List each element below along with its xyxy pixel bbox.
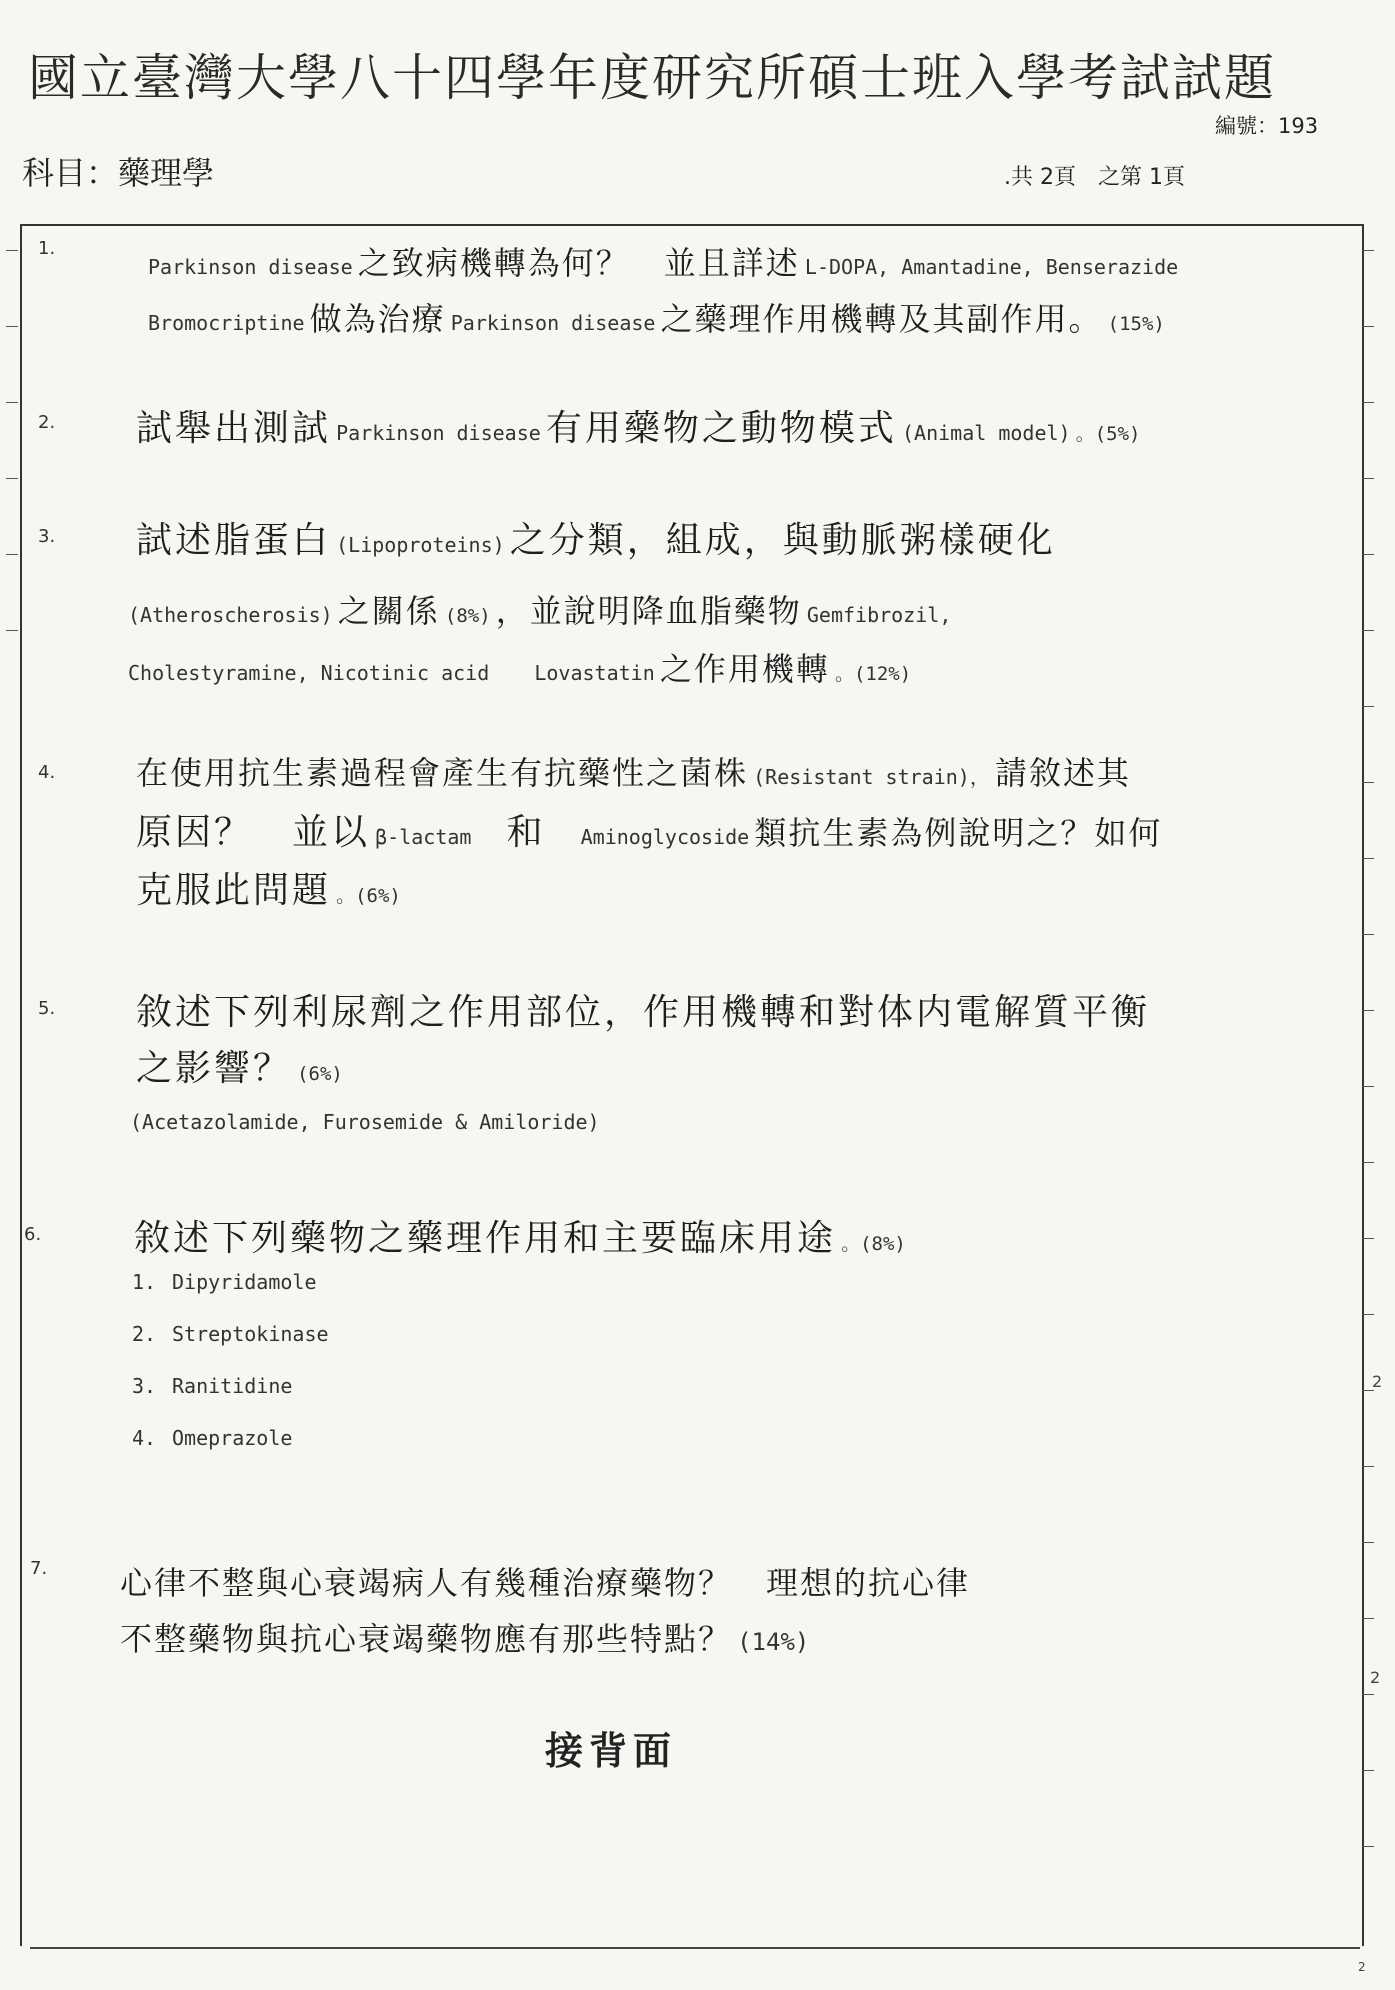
q4-text: Aminoglycoside (580, 825, 750, 849)
q3-score: 。(12%) (834, 663, 912, 685)
margin-tick (1362, 782, 1374, 783)
margin-tick (1362, 706, 1374, 707)
q4-text: 原因？ 並以 (136, 812, 371, 853)
margin-tick (1362, 1010, 1374, 1011)
q1-text: L-DOPA, Amantadine, Benserazide (804, 255, 1179, 279)
q4-text: β-lactam (375, 825, 472, 849)
question-number: 6. (24, 1224, 42, 1245)
list-item: 1. Dipyridamole (132, 1270, 317, 1294)
q1-text: Parkinson disease (148, 255, 353, 279)
margin-tick (1362, 402, 1374, 403)
q7-text: 心律不整與心衰竭病人有幾種治療藥物？ 理想的抗心律 (120, 1564, 971, 1602)
margin-tick (1362, 1694, 1374, 1695)
q3-text: 之關係 (337, 592, 440, 630)
q4-text: 類抗生素為例說明之？如何 (754, 814, 1163, 852)
q1-text: Bromocriptine (148, 311, 305, 335)
q5-text: 敘述下列利尿劑之作用部位，作用機轉和對体内電解質平衡 (136, 992, 1151, 1033)
margin-tick (1362, 554, 1374, 555)
q3-text: 之分類，組成，與動脈粥樣硬化 (509, 520, 1056, 561)
q5-score: (6%) (297, 1063, 343, 1085)
q4-text: 和 (506, 812, 546, 853)
margin-tick (1362, 858, 1374, 859)
q3-text: (Lipoproteins) (336, 533, 505, 557)
q3-text: ，並說明降血脂藥物 (495, 592, 802, 630)
q4-text: (Resistant strain)， (753, 765, 990, 789)
margin-tick (1362, 478, 1374, 479)
continue-on-back: 接背面 (545, 1729, 678, 1773)
q4-text: 在使用抗生素過程會產生有抗藥性之菌株 (136, 754, 749, 792)
question-number: 7. (30, 1558, 48, 1579)
right-margin-ticks (1362, 220, 1374, 1920)
margin-tick (1362, 1238, 1374, 1239)
question-number: 4. (38, 762, 56, 783)
q3-text: 之作用機轉 (659, 650, 830, 688)
margin-tick (1362, 1466, 1374, 1467)
corner-number: 2 (1358, 1960, 1366, 1974)
list-item: 3. Ranitidine (132, 1374, 293, 1398)
q1-score: (15%) (1107, 313, 1165, 335)
q4-score: 。(6%) (336, 885, 401, 907)
q1-text: 之藥理作用機轉及其副作用。 (660, 300, 1103, 338)
margin-tick (1362, 1618, 1374, 1619)
q2-text: 有用藥物之動物模式 (545, 408, 897, 449)
margin-tick (6, 326, 18, 327)
q7-score: (14%) (737, 1628, 810, 1656)
q3-text: (Atheroscherosis) (128, 603, 333, 627)
margin-tick (6, 250, 18, 251)
margin-tick (1362, 1846, 1374, 1847)
margin-tick (1362, 1770, 1374, 1771)
question-number: 2. (38, 412, 56, 433)
exam-title: 國立臺灣大學八十四學年度研究所碩士班入學考試試題 (28, 49, 1276, 107)
margin-tick (1362, 326, 1374, 327)
q2-text: (Animal model) (902, 421, 1071, 445)
page-info: .共 2頁 之第 1頁 (1004, 165, 1185, 190)
q3-score: (8%) (444, 605, 491, 627)
margin-tick (1362, 1086, 1374, 1087)
q2-score: 。(5%) (1075, 423, 1141, 445)
q1-text: Parkinson disease (450, 311, 656, 335)
list-item: 4. Omeprazole (132, 1426, 293, 1450)
question-number: 3. (38, 526, 56, 547)
q7-text: 不整藥物與抗心衰竭藥物應有那些特點？ (120, 1620, 733, 1658)
list-item: 2. Streptokinase (132, 1322, 329, 1346)
q4-text: 請敘述其 (994, 754, 1131, 792)
margin-tick (1362, 250, 1374, 251)
left-margin-ticks (6, 220, 18, 1920)
q1-text: 之致病機轉為何？ 並且詳述 (357, 244, 800, 282)
q3-text: Cholestyramine, Nicotinic acid (128, 661, 490, 685)
margin-tick (1362, 1542, 1374, 1543)
subject-label: 科目：藥理學 (22, 154, 215, 192)
margin-tick (1362, 934, 1374, 935)
q2-text: 試舉出測試 (136, 408, 332, 449)
right-margin-number: 2 (1372, 1372, 1383, 1391)
q6-text: 敘述下列藥物之藥理作用和主要臨床用途 (134, 1218, 837, 1259)
q3-text: Gemfibrozil, (806, 603, 952, 627)
right-margin-number: 2 (1370, 1668, 1381, 1687)
exam-code: 編號：193 (1215, 114, 1319, 138)
question-number: 1. (38, 238, 56, 259)
q2-text: Parkinson disease (336, 421, 541, 445)
q3-text: 試述脂蛋白 (136, 520, 332, 561)
q5-text: (Acetazolamide, Furosemide & Amiloride) (130, 1110, 600, 1134)
question-number: 5. (38, 998, 56, 1019)
margin-tick (1362, 1314, 1374, 1315)
margin-tick (1362, 630, 1374, 631)
q1-text: 做為治療 (309, 300, 446, 338)
q5-text: 之影響？ (136, 1048, 293, 1089)
margin-tick (6, 554, 18, 555)
q4-text: 克服此問題 (136, 870, 332, 911)
q3-text: Lovastatin (534, 661, 655, 685)
bottom-rule (30, 1947, 1360, 1949)
margin-tick (1362, 1162, 1374, 1163)
margin-tick (6, 630, 18, 631)
margin-tick (6, 478, 18, 479)
q6-score: 。(8%) (841, 1233, 906, 1255)
margin-tick (6, 402, 18, 403)
